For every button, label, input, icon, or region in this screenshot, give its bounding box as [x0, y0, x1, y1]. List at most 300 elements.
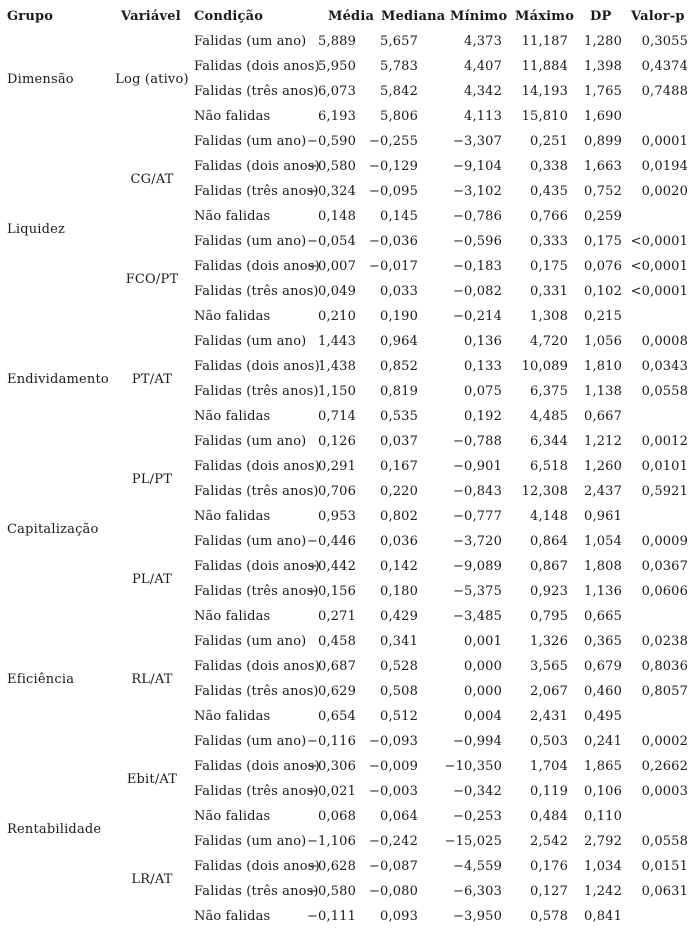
mediana-cell: 0,512 [380, 709, 418, 724]
maximo-cell: 6,344 [530, 434, 568, 449]
dp-cell: 0,667 [584, 409, 622, 424]
dp-cell: 1,398 [584, 59, 622, 74]
media-cell: 0,148 [318, 209, 356, 224]
col-header-media: Média [328, 9, 375, 24]
dp-cell: 2,792 [584, 834, 622, 849]
dp-cell: 1,136 [584, 584, 622, 599]
mediana-cell: −0,255 [368, 134, 418, 149]
media-cell: 0,687 [318, 659, 356, 674]
col-header-minimo: Mínimo [450, 9, 508, 24]
variable-label: CG/AT [130, 171, 174, 187]
maximo-cell: 0,867 [530, 559, 568, 574]
table-row [0, 29, 697, 54]
dp-cell: 1,260 [584, 459, 622, 474]
minimo-cell: −0,777 [452, 509, 502, 524]
media-cell: 0,049 [318, 284, 356, 299]
valor-p-cell: 0,0020 [641, 184, 688, 199]
minimo-cell: −15,025 [444, 834, 502, 849]
mediana-cell: 0,093 [380, 909, 418, 924]
dp-cell: 0,961 [584, 509, 622, 524]
condicao-cell: Não falidas [194, 409, 271, 424]
maximo-cell: 0,119 [530, 784, 568, 799]
dp-cell: 0,665 [584, 609, 622, 624]
maximo-cell: 0,923 [530, 584, 568, 599]
maximo-cell: 0,435 [530, 184, 568, 199]
dp-cell: 0,106 [584, 784, 622, 799]
mediana-cell: 0,037 [380, 434, 418, 449]
table-row [0, 129, 697, 154]
valor-p-cell: 0,0558 [641, 384, 688, 399]
minimo-cell: −0,994 [452, 734, 502, 749]
valor-p-cell: <0,0001 [630, 284, 688, 299]
minimo-cell: −0,342 [452, 784, 502, 799]
maximo-cell: 0,864 [530, 534, 568, 549]
dp-cell: 1,242 [584, 884, 622, 899]
dp-cell: 0,460 [584, 684, 622, 699]
mediana-cell: −0,080 [368, 884, 418, 899]
col-header-maximo: Máximo [515, 9, 575, 24]
media-cell: −0,580 [306, 159, 356, 174]
condicao-cell: Falidas (um ano) [194, 134, 307, 149]
valor-p-cell: 0,5921 [641, 484, 688, 499]
group-label: Liquidez [7, 221, 66, 237]
minimo-cell: 0,000 [464, 684, 502, 699]
valor-p-cell: 0,0002 [641, 734, 688, 749]
media-cell: 5,889 [318, 34, 356, 49]
valor-p-cell: 0,8036 [641, 659, 688, 674]
dp-cell: 1,056 [584, 334, 622, 349]
table-row [0, 279, 697, 304]
maximo-cell: 11,884 [521, 59, 568, 74]
media-cell: 0,210 [318, 309, 356, 324]
valor-p-cell: 0,0367 [641, 559, 688, 574]
media-cell: −0,007 [306, 259, 356, 274]
minimo-cell: 0,133 [464, 359, 502, 374]
dp-cell: 0,841 [584, 909, 622, 924]
dp-cell: 0,365 [584, 634, 622, 649]
table-row [0, 529, 697, 554]
valor-p-cell: 0,0012 [641, 434, 688, 449]
dp-cell: 1,865 [584, 759, 622, 774]
media-cell: −0,306 [306, 759, 356, 774]
maximo-cell: 2,542 [530, 834, 568, 849]
mediana-cell: −0,009 [368, 759, 418, 774]
condicao-cell: Falidas (um ano) [194, 834, 307, 849]
table-row [0, 779, 697, 804]
condicao-cell: Não falidas [194, 909, 271, 924]
dp-cell: 0,899 [584, 134, 622, 149]
valor-p-cell: <0,0001 [630, 259, 688, 274]
dp-cell: 0,495 [584, 709, 622, 724]
mediana-cell: 0,064 [380, 809, 418, 824]
mediana-cell: 0,142 [380, 559, 418, 574]
table-row [0, 854, 697, 879]
minimo-cell: −4,559 [452, 859, 502, 874]
dp-cell: 0,679 [584, 659, 622, 674]
maximo-cell: 2,431 [530, 709, 568, 724]
maximo-cell: 11,187 [521, 34, 568, 49]
condicao-cell: Não falidas [194, 309, 271, 324]
media-cell: −0,054 [306, 234, 356, 249]
condicao-cell: Falidas (três anos) [194, 684, 319, 699]
media-cell: 0,706 [318, 484, 356, 499]
table-row [0, 704, 697, 729]
condicao-cell: Falidas (três anos) [194, 384, 319, 399]
mediana-cell: −0,129 [368, 159, 418, 174]
dp-cell: 0,752 [584, 184, 622, 199]
media-cell: 5,950 [318, 59, 356, 74]
condicao-cell: Falidas (um ano) [194, 434, 307, 449]
condicao-cell: Não falidas [194, 809, 271, 824]
valor-p-cell: 0,0238 [641, 634, 688, 649]
minimo-cell: 4,407 [464, 59, 502, 74]
minimo-cell: −3,307 [452, 134, 502, 149]
valor-p-cell: 0,0558 [641, 834, 688, 849]
mediana-cell: 0,964 [380, 334, 418, 349]
maximo-cell: 3,565 [530, 659, 568, 674]
mediana-cell: −0,017 [368, 259, 418, 274]
dp-cell: 0,215 [584, 309, 622, 324]
table-row [0, 629, 697, 654]
media-cell: 0,714 [318, 409, 356, 424]
minimo-cell: −0,253 [452, 809, 502, 824]
minimo-cell: −9,104 [452, 159, 502, 174]
table-row [0, 329, 697, 354]
media-cell: −0,116 [306, 734, 356, 749]
minimo-cell: −0,183 [452, 259, 502, 274]
condicao-cell: Falidas (dois anos) [194, 259, 320, 274]
variable-label: FCO/PT [125, 271, 179, 287]
mediana-cell: 5,783 [380, 59, 418, 74]
maximo-cell: 0,795 [530, 609, 568, 624]
condicao-cell: Falidas (três anos) [194, 84, 319, 99]
minimo-cell: 4,373 [464, 34, 502, 49]
maximo-cell: 4,485 [530, 409, 568, 424]
table-row [0, 754, 697, 779]
condicao-cell: Não falidas [194, 209, 271, 224]
minimo-cell: 0,004 [464, 709, 502, 724]
media-cell: −0,628 [306, 859, 356, 874]
media-cell: 0,458 [318, 634, 356, 649]
condicao-cell: Falidas (um ano) [194, 734, 307, 749]
valor-p-cell: <0,0001 [630, 234, 688, 249]
minimo-cell: −0,843 [452, 484, 502, 499]
table-row [0, 504, 697, 529]
variable-label: LR/AT [131, 871, 173, 887]
media-cell: 1,150 [318, 384, 356, 399]
variable-label: Log (ativo) [115, 71, 189, 87]
table-row [0, 804, 697, 829]
media-cell: −0,111 [306, 909, 356, 924]
mediana-cell: 0,508 [380, 684, 418, 699]
minimo-cell: −3,950 [452, 909, 502, 924]
valor-p-cell: 0,0151 [641, 859, 688, 874]
maximo-cell: 15,810 [521, 109, 568, 124]
minimo-cell: −3,102 [452, 184, 502, 199]
media-cell: −0,442 [306, 559, 356, 574]
condicao-cell: Falidas (dois anos) [194, 59, 320, 74]
valor-p-cell: 0,0008 [641, 334, 688, 349]
variable-label: PL/AT [131, 571, 173, 587]
group-label: Capitalização [7, 521, 99, 537]
minimo-cell: −6,303 [452, 884, 502, 899]
table-row [0, 479, 697, 504]
condicao-cell: Falidas (dois anos) [194, 759, 320, 774]
dp-cell: 1,212 [584, 434, 622, 449]
media-cell: 0,068 [318, 809, 356, 824]
valor-p-cell: 0,8057 [641, 684, 688, 699]
col-header-mediana: Mediana [381, 9, 446, 24]
valor-p-cell: 0,0001 [641, 134, 688, 149]
table-row [0, 154, 697, 179]
condicao-cell: Falidas (três anos) [194, 784, 319, 799]
mediana-cell: 0,341 [380, 634, 418, 649]
maximo-cell: 1,704 [530, 759, 568, 774]
condicao-cell: Falidas (três anos) [194, 184, 319, 199]
valor-p-cell: 0,0194 [641, 159, 688, 174]
maximo-cell: 14,193 [521, 84, 568, 99]
condicao-cell: Falidas (dois anos) [194, 559, 320, 574]
mediana-cell: 5,842 [380, 84, 418, 99]
table-row [0, 604, 697, 629]
table-row [0, 54, 697, 79]
minimo-cell: −0,901 [452, 459, 502, 474]
table-row [0, 204, 697, 229]
minimo-cell: 0,192 [464, 409, 502, 424]
table-row [0, 679, 697, 704]
mediana-cell: −0,242 [368, 834, 418, 849]
variable-label: RL/AT [131, 671, 173, 687]
variable-label: Ebit/AT [126, 771, 178, 787]
maximo-cell: 10,089 [521, 359, 568, 374]
condicao-cell: Não falidas [194, 509, 271, 524]
minimo-cell: 0,136 [464, 334, 502, 349]
valor-p-cell: 0,0606 [641, 584, 688, 599]
valor-p-cell: 0,0003 [641, 784, 688, 799]
media-cell: 1,443 [318, 334, 356, 349]
mediana-cell: 0,167 [380, 459, 418, 474]
table-row [0, 904, 697, 929]
condicao-cell: Falidas (dois anos) [194, 159, 320, 174]
media-cell: 0,126 [318, 434, 356, 449]
maximo-cell: 6,375 [530, 384, 568, 399]
dp-cell: 1,690 [584, 109, 622, 124]
mediana-cell: 5,806 [380, 109, 418, 124]
dp-cell: 0,241 [584, 734, 622, 749]
media-cell: 6,193 [318, 109, 356, 124]
media-cell: 1,438 [318, 359, 356, 374]
group-label: Rentabilidade [7, 821, 102, 837]
condicao-cell: Não falidas [194, 109, 271, 124]
minimo-cell: −3,485 [452, 609, 502, 624]
maximo-cell: 4,148 [530, 509, 568, 524]
maximo-cell: 0,176 [530, 859, 568, 874]
condicao-cell: Falidas (um ano) [194, 634, 307, 649]
mediana-cell: 0,535 [380, 409, 418, 424]
dp-cell: 0,175 [584, 234, 622, 249]
table-row [0, 554, 697, 579]
table-row [0, 179, 697, 204]
condicao-cell: Falidas (três anos) [194, 284, 319, 299]
table-row [0, 304, 697, 329]
mediana-cell: 0,180 [380, 584, 418, 599]
condicao-cell: Falidas (dois anos) [194, 659, 320, 674]
col-header-grupo: Grupo [7, 9, 54, 24]
valor-p-cell: 0,0101 [641, 459, 688, 474]
media-cell: 0,953 [318, 509, 356, 524]
media-cell: 0,654 [318, 709, 356, 724]
media-cell: 0,271 [318, 609, 356, 624]
maximo-cell: 0,503 [530, 734, 568, 749]
dp-cell: 0,102 [584, 284, 622, 299]
col-header-condicao: Condição [194, 9, 264, 24]
minimo-cell: 4,113 [464, 109, 502, 124]
media-cell: −0,021 [306, 784, 356, 799]
minimo-cell: −9,089 [452, 559, 502, 574]
dp-cell: 1,054 [584, 534, 622, 549]
maximo-cell: 4,720 [530, 334, 568, 349]
maximo-cell: 1,308 [530, 309, 568, 324]
mediana-cell: 0,819 [380, 384, 418, 399]
table-row [0, 429, 697, 454]
mediana-cell: −0,087 [368, 859, 418, 874]
table-row [0, 729, 697, 754]
col-header-variavel: Variável [121, 9, 181, 24]
minimo-cell: −10,350 [444, 759, 502, 774]
maximo-cell: 0,331 [530, 284, 568, 299]
dp-cell: 0,076 [584, 259, 622, 274]
minimo-cell: −0,596 [452, 234, 502, 249]
condicao-cell: Falidas (dois anos) [194, 359, 320, 374]
table-row [0, 454, 697, 479]
maximo-cell: 12,308 [521, 484, 568, 499]
mediana-cell: −0,036 [368, 234, 418, 249]
mediana-cell: 0,802 [380, 509, 418, 524]
dp-cell: 0,259 [584, 209, 622, 224]
minimo-cell: 0,000 [464, 659, 502, 674]
media-cell: 0,629 [318, 684, 356, 699]
mediana-cell: 0,220 [380, 484, 418, 499]
table-row [0, 79, 697, 104]
minimo-cell: −0,214 [452, 309, 502, 324]
valor-p-cell: 0,0343 [641, 359, 688, 374]
dp-cell: 1,810 [584, 359, 622, 374]
mediana-cell: 0,145 [380, 209, 418, 224]
table-row [0, 654, 697, 679]
mediana-cell: −0,003 [368, 784, 418, 799]
valor-p-cell: 0,4374 [641, 59, 688, 74]
mediana-cell: −0,093 [368, 734, 418, 749]
table-row [0, 104, 697, 129]
media-cell: −0,156 [306, 584, 356, 599]
condicao-cell: Falidas (um ano) [194, 234, 307, 249]
condicao-cell: Não falidas [194, 609, 271, 624]
table-row [0, 229, 697, 254]
group-label: Dimensão [7, 71, 74, 87]
maximo-cell: 0,578 [530, 909, 568, 924]
group-label: Endividamento [7, 371, 109, 387]
media-cell: −0,580 [306, 884, 356, 899]
media-cell: −1,106 [306, 834, 356, 849]
table-row [0, 254, 697, 279]
minimo-cell: −0,788 [452, 434, 502, 449]
mediana-cell: 5,657 [380, 34, 418, 49]
condicao-cell: Falidas (um ano) [194, 534, 307, 549]
dp-cell: 1,280 [584, 34, 622, 49]
condicao-cell: Falidas (três anos) [194, 484, 319, 499]
minimo-cell: −0,082 [452, 284, 502, 299]
valor-p-cell: 0,7488 [641, 84, 688, 99]
mediana-cell: 0,528 [380, 659, 418, 674]
mediana-cell: 0,033 [380, 284, 418, 299]
minimo-cell: −5,375 [452, 584, 502, 599]
dp-cell: 1,034 [584, 859, 622, 874]
condicao-cell: Falidas (um ano) [194, 334, 307, 349]
table-row [0, 829, 697, 854]
minimo-cell: 4,342 [464, 84, 502, 99]
maximo-cell: 0,484 [530, 809, 568, 824]
mediana-cell: 0,190 [380, 309, 418, 324]
maximo-cell: 1,326 [530, 634, 568, 649]
valor-p-cell: 0,0009 [641, 534, 688, 549]
col-header-valor-p: Valor-p [631, 9, 685, 24]
minimo-cell: 0,075 [464, 384, 502, 399]
maximo-cell: 0,333 [530, 234, 568, 249]
condicao-cell: Falidas (três anos) [194, 584, 319, 599]
dp-cell: 1,765 [584, 84, 622, 99]
col-header-dp: DP [590, 9, 612, 24]
dp-cell: 2,437 [584, 484, 622, 499]
maximo-cell: 2,067 [530, 684, 568, 699]
condicao-cell: Falidas (dois anos) [194, 459, 320, 474]
table-row [0, 579, 697, 604]
media-cell: 6,073 [318, 84, 356, 99]
valor-p-cell: 0,0631 [641, 884, 688, 899]
maximo-cell: 0,338 [530, 159, 568, 174]
dp-cell: 1,138 [584, 384, 622, 399]
maximo-cell: 6,518 [530, 459, 568, 474]
dp-cell: 1,808 [584, 559, 622, 574]
valor-p-cell: 0,2662 [641, 759, 688, 774]
minimo-cell: −3,720 [452, 534, 502, 549]
dp-cell: 1,663 [584, 159, 622, 174]
media-cell: −0,324 [306, 184, 356, 199]
mediana-cell: 0,852 [380, 359, 418, 374]
mediana-cell: 0,429 [380, 609, 418, 624]
dp-cell: 0,110 [584, 809, 622, 824]
maximo-cell: 0,766 [530, 209, 568, 224]
media-cell: −0,590 [306, 134, 356, 149]
condicao-cell: Falidas (três anos) [194, 884, 319, 899]
maximo-cell: 0,175 [530, 259, 568, 274]
condicao-cell: Falidas (um ano) [194, 34, 307, 49]
condicao-cell: Falidas (dois anos) [194, 859, 320, 874]
table-row [0, 404, 697, 429]
media-cell: −0,446 [306, 534, 356, 549]
variable-label: PL/PT [131, 471, 173, 487]
media-cell: 0,291 [318, 459, 356, 474]
minimo-cell: −0,786 [452, 209, 502, 224]
condicao-cell: Não falidas [194, 709, 271, 724]
group-label: Eficiência [7, 671, 75, 687]
minimo-cell: 0,001 [464, 634, 502, 649]
maximo-cell: 0,251 [530, 134, 568, 149]
maximo-cell: 0,127 [530, 884, 568, 899]
mediana-cell: 0,036 [380, 534, 418, 549]
variable-label: PT/AT [131, 371, 173, 387]
table-row [0, 879, 697, 904]
mediana-cell: −0,095 [368, 184, 418, 199]
